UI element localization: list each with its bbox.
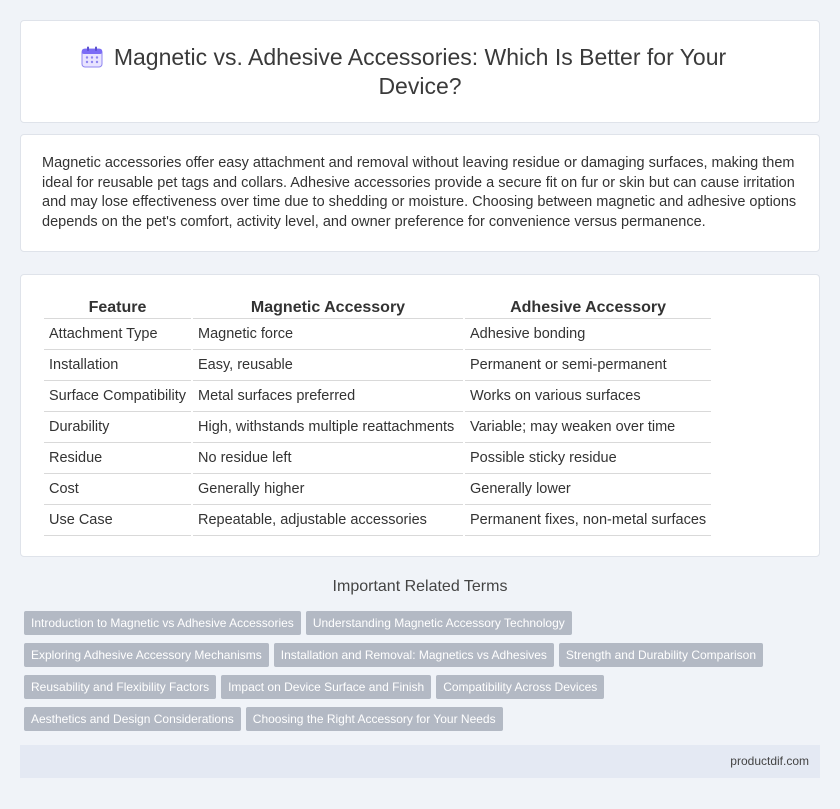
header-adhesive: Adhesive Accessory bbox=[465, 295, 711, 319]
tag-row bbox=[24, 675, 814, 707]
table-cell: Magnetic force bbox=[193, 319, 463, 350]
table-cell: Permanent fixes, non-metal surfaces bbox=[465, 505, 711, 536]
table-cell: Durability bbox=[44, 412, 191, 443]
table-cell: Installation bbox=[44, 350, 191, 381]
table-cell: Residue bbox=[44, 443, 191, 474]
header-feature: Feature bbox=[44, 295, 191, 319]
table-cell: Use Case bbox=[44, 505, 191, 536]
related-term-link[interactable]: Exploring Adhesive Accessory Mechanisms bbox=[24, 643, 269, 667]
table-cell: Variable; may weaken over time bbox=[465, 412, 711, 443]
table-row bbox=[44, 474, 711, 505]
table-cell: Repeatable, adjustable accessories bbox=[193, 505, 463, 536]
table-cell: No residue left bbox=[193, 443, 463, 474]
table-cell: Surface Compatibility bbox=[44, 381, 191, 412]
table-row bbox=[44, 319, 711, 350]
related-term-link[interactable]: Installation and Removal: Magnetics vs Adhesives bbox=[274, 643, 554, 667]
table-row bbox=[44, 505, 711, 536]
table-cell: Easy, reusable bbox=[193, 350, 463, 381]
footer bbox=[20, 745, 820, 778]
comparison-card bbox=[20, 274, 820, 557]
page-title: Magnetic vs. Adhesive Accessories: Which Is Better for Your Device? bbox=[113, 44, 727, 99]
tag-row bbox=[24, 707, 814, 739]
related-terms-title: Important Related Terms bbox=[332, 578, 508, 595]
tag-row bbox=[24, 643, 814, 675]
tag-row bbox=[24, 611, 814, 643]
table-row bbox=[44, 443, 711, 474]
summary-text: Magnetic accessories offer easy attachment and removal without leaving residue or damaging surfaces, making them ideal for reusable pet tags and collars. Adhesive accessories provide a secure fit on fur or skin but can cause irritation and may lose effectiveness over time due to shedding or moisture. Choosing between magnetic and adhesive options depends on the pet's comfort, activity level, and owner preference for convenience versus permanence. bbox=[42, 155, 797, 230]
table-cell: Adhesive bonding bbox=[465, 319, 711, 350]
related-term-link[interactable]: Strength and Durability Comparison bbox=[559, 643, 763, 667]
table-cell: Metal surfaces preferred bbox=[193, 381, 463, 412]
footer-site-name: productdif.com bbox=[730, 754, 809, 768]
related-term-link[interactable]: Reusability and Flexibility Factors bbox=[24, 675, 216, 699]
table-cell: Possible sticky residue bbox=[465, 443, 711, 474]
table-header-row bbox=[44, 295, 711, 319]
table-cell: Cost bbox=[44, 474, 191, 505]
header-card bbox=[20, 20, 820, 123]
table-cell: Works on various surfaces bbox=[465, 381, 711, 412]
table-cell: High, withstands multiple reattachments bbox=[193, 412, 463, 443]
summary-card bbox=[20, 134, 820, 252]
related-term-link[interactable]: Aesthetics and Design Considerations bbox=[24, 707, 241, 731]
related-term-link[interactable]: Choosing the Right Accessory for Your Needs bbox=[246, 707, 503, 731]
table-cell: Generally lower bbox=[465, 474, 711, 505]
related-terms-list bbox=[24, 611, 814, 739]
related-term-link[interactable]: Introduction to Magnetic vs Adhesive Accessories bbox=[24, 611, 301, 635]
comparison-table bbox=[42, 295, 713, 536]
table-row bbox=[44, 412, 711, 443]
table-row bbox=[44, 381, 711, 412]
table-cell: Attachment Type bbox=[44, 319, 191, 350]
table-row bbox=[44, 350, 711, 381]
header-magnetic: Magnetic Accessory bbox=[193, 295, 463, 319]
table-cell: Permanent or semi-permanent bbox=[465, 350, 711, 381]
related-term-link[interactable]: Compatibility Across Devices bbox=[436, 675, 604, 699]
table-cell: Generally higher bbox=[193, 474, 463, 505]
related-term-link[interactable]: Impact on Device Surface and Finish bbox=[221, 675, 431, 699]
related-term-link[interactable]: Understanding Magnetic Accessory Technology bbox=[306, 611, 572, 635]
